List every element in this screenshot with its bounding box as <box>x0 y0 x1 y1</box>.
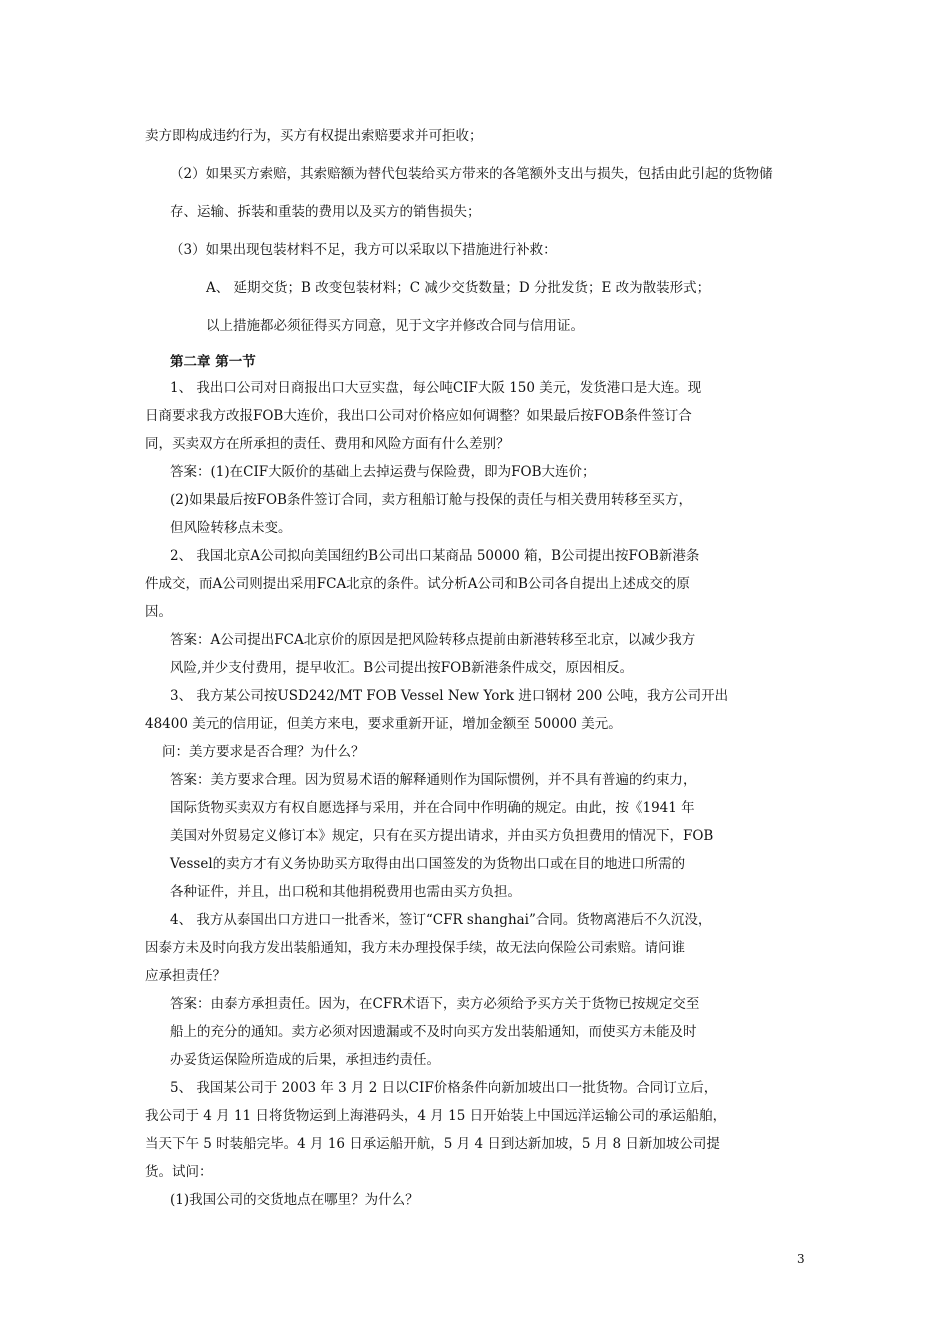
answer-line: 船上的充分的通知。卖方必须对因遗漏或不及时向买方发出装船通知，而使买方未能及时 <box>170 1024 697 1040</box>
question-line: 5、 我国某公司于 2003 年 3 月 2 日以CIF价格条件向新加坡出口一批货物。合同订立后， <box>170 1080 718 1096</box>
answer-line: 美国对外贸易定义修订本》规定，只有在买方提出请求，并由买方负担费用的情况下，FOB <box>170 828 714 844</box>
text-line: （3）如果出现包装材料不足，我方可以采取以下措施进行补救： <box>170 242 557 258</box>
answer-line: Vessel的卖方才有义务协助买方取得由出口国签发的为货物出口或在目的地进口所需的 <box>170 856 686 872</box>
text-line: A、 延期交货；B 改变包装材料；C 减少交货数量；D 分批发货；E 改为散装形式； <box>206 280 711 296</box>
text-line: 卖方即构成违约行为，买方有权提出索赔要求并可拒收； <box>145 128 483 144</box>
text-line: 存、运输、拆装和重装的费用以及买方的销售损失； <box>170 204 481 220</box>
answer-line: 答案：美方要求合理。因为贸易术语的解释通则作为国际惯例，并不具有普遍的约束力， <box>170 772 697 788</box>
question-line: 我公司于 4 月 11 日将货物运到上海港码头，4 月 15 日开始装上中国远洋运输公司的承运船舶， <box>145 1108 727 1124</box>
answer-line: 风险,并少支付费用，提早收汇。B公司提出按FOB新港条件成交，原因相反。 <box>170 660 634 676</box>
question-line: 当天下午 5 时装船完毕。4 月 16 日承运船开航，5 月 4 日到达新加坡，5 月 8 日新加坡公司提 <box>145 1136 720 1152</box>
answer-line: 答案：A公司提出FCA北京价的原因是把风险转移点提前由新港转移至北京，以减少我方 <box>170 632 696 648</box>
question-line: 件成交，而A公司则提出采用FCA北京的条件。试分析A公司和B公司各自提出上述成交的原 <box>145 576 690 592</box>
question-line: (1)我国公司的交货地点在哪里？为什么？ <box>170 1192 419 1208</box>
answer-line: 答案：(1)在CIF大阪价的基础上去掉运费与保险费，即为FOB大连价； <box>170 464 596 480</box>
answer-line: 办妥货运保险所造成的后果，承担违约责任。 <box>170 1052 440 1068</box>
text-line: （2）如果买方索赔，其索赔额为替代包装给买方带来的各笔额外支出与损失，包括由此引起的货物储 <box>170 166 773 182</box>
text-line: 以上措施都必须征得买方同意，见于文字并修改合同与信用证。 <box>206 318 584 334</box>
question-line: 1、 我出口公司对日商报出口大豆实盘，每公吨CIF大阪 150 美元，发货港口是大连。现 <box>170 380 702 396</box>
answer-line: 各种证件，并且，出口税和其他捐税费用也需由买方负担。 <box>170 884 521 900</box>
section-heading: 第二章 第一节 <box>170 354 256 370</box>
question-line: 3、 我方某公司按USD242/MT FOB Vessel New York 进口钢材 200 公吨，我方公司开出 <box>170 688 729 704</box>
question-line: 日商要求我方改报FOB大连价，我出口公司对价格应如何调整？如果最后按FOB条件签订合 <box>145 408 692 424</box>
answer-line: 答案：由泰方承担责任。因为，在CFR术语下，卖方必须给予买方关于货物已按规定交至 <box>170 996 700 1012</box>
question-line: 48400 美元的信用证，但美方来电，要求重新开证，增加金额至 50000 美元。 <box>145 716 622 732</box>
question-line: 货。试问： <box>145 1164 213 1180</box>
question-line: 因泰方未及时向我方发出装船通知，我方未办理投保手续，故无法向保险公司索赔。请问谁 <box>145 940 685 956</box>
question-line: 因。 <box>145 604 172 620</box>
answer-line: 但风险转移点未变。 <box>170 520 292 536</box>
question-line: 问：美方要求是否合理？为什么？ <box>162 744 365 760</box>
answer-line: 国际货物买卖双方有权自愿选择与采用，并在合同中作明确的规定。由此，按《1941 年 <box>170 800 695 816</box>
page-number: 3 <box>797 1252 805 1266</box>
question-line: 2、 我国北京A公司拟向美国纽约B公司出口某商品 50000 箱，B公司提出按FOB新港条 <box>170 548 700 564</box>
question-line: 同，买卖双方在所承担的责任、费用和风险方面有什么差别？ <box>145 436 510 452</box>
question-line: 应承担责任？ <box>145 968 226 984</box>
question-line: 4、 我方从泰国出口方进口一批香米，签订“CFR shanghai”合同。货物离港后不久沉没， <box>170 912 712 928</box>
answer-line: (2)如果最后按FOB条件签订合同，卖方租船订舱与投保的责任与相关费用转移至买方， <box>170 492 692 508</box>
